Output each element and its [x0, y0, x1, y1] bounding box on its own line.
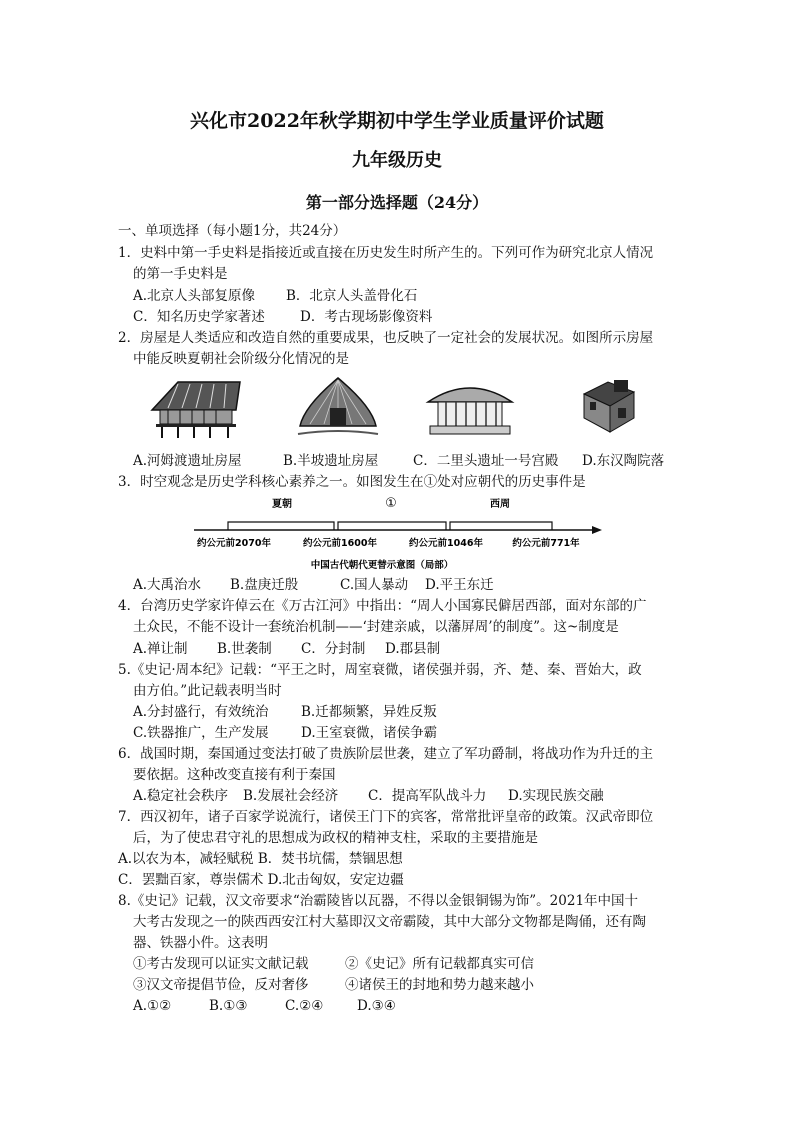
q8-stem-line3: 器、铁器小件。这表明	[133, 935, 268, 951]
q8-statement-3: ③汉文帝提倡节俭，反对奢侈	[133, 977, 309, 993]
q1-options-row1	[133, 287, 417, 305]
q2-stem-line2: 中能反映夏朝社会阶级分化情况的是	[133, 351, 349, 367]
q1-option-b: B．北京人头盖骨化石	[286, 288, 418, 304]
q6-option-c: C．提高军队战斗力	[368, 788, 487, 804]
q6-stem-line1: 6．战国时期，秦国通过变法打破了贵族阶层世袭，建立了军功爵制，将战功作为升迁的主	[118, 746, 654, 762]
q8-option-b: B.①③	[209, 998, 248, 1014]
q4-stem-line2: 土众民，不能不设计一套统治机制——‘封建亲戚，以藩屏周’的制度”。这~制度是	[133, 619, 619, 635]
q1-option-d: D．考古现场影像资料	[300, 309, 433, 325]
q8-statement-4: ④诸侯王的封地和势力越来越小	[345, 977, 534, 993]
q4-option-b: B.世袭制	[217, 641, 272, 657]
q2-stem-line1: 2．房屋是人类适应和改造自然的重要成果，也反映了一定社会的发展状况。如图所示房屋	[118, 330, 654, 346]
q6-options-row1	[133, 787, 604, 805]
q5-options-row1	[133, 703, 437, 721]
q3-option-b: B.盘庚迁殷	[230, 577, 299, 593]
q5-stem-line2: 由方伯。”此记载表明当时	[133, 683, 282, 699]
q8-stem-line1: 8.《史记》记载，汉文帝要求“治霸陵皆以瓦器，不得以金银铜锡为饰”。2021年中国十	[118, 893, 639, 909]
q4-stem-line1: 4．台湾历史学家许倬云在《万古江河》中指出：“周人小国寡民僻居西部，面对东部的广	[118, 598, 647, 614]
q5-stem-line1: 5.《史记·周本纪》记载：“平王之时，周室衰微，诸侯强并弱，齐、楚、秦、晋始大，政	[118, 662, 642, 678]
timeline-date-4: 约公元前771年	[512, 538, 580, 549]
q8-statement-1: ①考古发现可以证实文献记载	[133, 956, 309, 972]
q8-option-d: D.③④	[357, 998, 396, 1014]
q1-option-a: A.北京人头部复原像	[133, 288, 256, 304]
q3-option-a: A.大禹治水	[133, 577, 202, 593]
timeline-date-2: 约公元前1600年	[303, 538, 377, 549]
q7-stem-line1: 7．西汉初年，诸子百家学说流行，诸侯王门下的宾客，常常批评皇帝的政策。汉武帝即位	[118, 809, 654, 825]
q8-options-row1	[133, 997, 396, 1015]
q2-option-c: C．二里头遗址一号宫殿	[413, 453, 559, 469]
q3-stem-line1: 3．时空观念是历史学科核心素养之一。如图发生在①处对应朝代的历史事件是	[118, 474, 586, 490]
q3-option-d: D.平王东迁	[425, 577, 494, 593]
timeline-bracket-xia	[228, 522, 334, 530]
q4-option-a: A.禅让制	[133, 641, 188, 657]
house-pictures	[0, 372, 794, 444]
timeline-date-1: 约公元前2070年	[197, 538, 271, 549]
q6-option-b: B.发展社会经济	[243, 788, 339, 804]
q1-options-row2	[133, 308, 432, 326]
q2-option-b: B.半坡遗址房屋	[283, 453, 379, 469]
dynasty-timeline	[190, 494, 610, 578]
q7-options-row1: A.以农为本，减轻赋税 B．焚书坑儒，禁锢思想	[118, 851, 403, 867]
timeline-dynasty-xia: 夏朝	[272, 499, 292, 510]
q1-stem-line1: 1．史料中第一手史料是指接近或直接在历史发生时所产生的。下列可作为研究北京人情况	[118, 245, 654, 261]
q5-option-c: C.铁器推广，生产发展	[133, 725, 269, 741]
q4-option-c: C．分封制	[301, 641, 366, 657]
q6-stem-line2: 要依据。这种改变直接有利于秦国	[133, 767, 336, 783]
exam-title: 兴化市2022年秋学期初中学生学业质量评价试题	[190, 110, 604, 132]
q4-options-row1	[133, 640, 440, 658]
q1-option-c: C．知名历史学家著述	[133, 309, 265, 325]
timeline-date-3: 约公元前1046年	[409, 538, 483, 549]
q1-stem-line2: 的第一手史料是	[133, 266, 228, 282]
q3-options-row1	[133, 576, 494, 594]
stilt-house-icon	[148, 376, 244, 440]
palace-icon	[424, 376, 516, 440]
q4-option-d: D.郡县制	[385, 641, 441, 657]
q7-stem-line2: 后，为了使忠君守礼的思想成为政权的精神支柱，采取的主要措施是	[133, 830, 538, 846]
exam-subject: 九年级历史	[352, 150, 442, 171]
q2-option-d: D.东汉陶院落	[582, 453, 665, 469]
timeline-dynasty-marker-1: ①	[385, 496, 397, 511]
q6-option-a: A.稳定社会秩序	[133, 788, 229, 804]
round-hut-icon	[296, 374, 380, 440]
q3-option-c: C.国人暴动	[340, 577, 409, 593]
section-heading: 一、单项选择（每小题1分，共24分）	[118, 223, 347, 239]
q8-statements-row2	[133, 976, 534, 994]
courtyard-icon	[574, 374, 644, 440]
timeline-arrow	[592, 526, 602, 534]
q8-statement-2: ②《史记》所有记载都真实可信	[345, 956, 534, 972]
q2-options-row1	[133, 452, 664, 470]
part-heading: 第一部分选择题（24分）	[305, 193, 489, 212]
q6-option-d: D.实现民族交融	[508, 788, 604, 804]
q7-options-row2: C．罢黜百家，尊崇儒术 D.北击匈奴，安定边疆	[118, 872, 404, 888]
q8-option-a: A.①②	[133, 998, 172, 1014]
timeline-bracket-xizhou	[450, 522, 552, 530]
q2-option-a: A.河姆渡遗址房屋	[133, 453, 242, 469]
q5-option-b: B.迁都频繁，异姓反叛	[301, 704, 437, 720]
q5-option-a: A.分封盛行，有效统治	[133, 704, 269, 720]
q8-stem-line2: 大考古发现之一的陕西西安江村大墓即汉文帝霸陵，其中大部分文物都是陶俑，还有陶	[133, 914, 646, 930]
q5-options-row2	[133, 724, 437, 742]
timeline-dynasty-xizhou: 西周	[490, 499, 510, 510]
q8-option-c: C.②④	[285, 998, 324, 1014]
timeline-bracket-1	[338, 522, 446, 530]
q8-statements-row1	[133, 955, 534, 973]
q5-option-d: D.王室衰微，诸侯争霸	[301, 725, 438, 741]
timeline-caption: 中国古代朝代更替示意图（局部）	[310, 560, 454, 571]
